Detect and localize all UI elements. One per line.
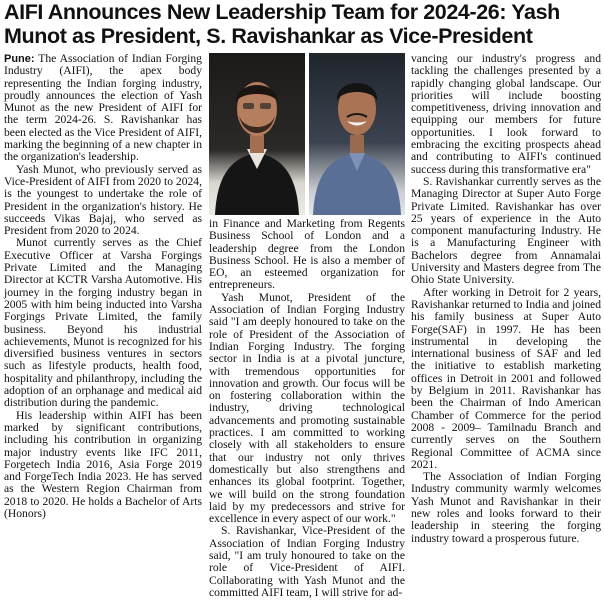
portrait-vice-president-image: [309, 53, 405, 215]
article-column-2: [209, 218, 405, 599]
leader-photos: [209, 53, 405, 215]
paragraph: in Finance and Marketing from Regents Business School of London and a leadership degree from the London Business School. He is also a member of EO, an esteemed organization for entrepreneurs.: [209, 217, 405, 292]
paragraph: Yash Munot, who previously served as Vice-President of AIFI from 2020 to 2024, is the youngest to undertake the role of President in the organization's history. He succeeds Vikas Bajaj, who served as President from 2020 to 2024.: [4, 162, 202, 238]
photo-s-ravishankar: [309, 53, 405, 215]
paragraph: His leadership within AIFI has been marked by significant contributions, including his contribution in organizing major industry events like IFC 2011, Forgetech India 2016, Asia Forge 2019 and ForgeTech India 2023. He has served as the Western Region Chairman from 2018 to 2020. He holds a Bachelor of Arts (Honors): [4, 408, 202, 520]
headline: [4, 0, 602, 48]
article-column-3: [411, 53, 601, 545]
paragraph: The Association of Indian Forging Industry community warmly welcomes Yash Munot and Ravishankar in their new roles and looks forward to their leadership in steering the forging industry toward a prosperous future.: [411, 470, 601, 545]
paragraph: After working in Detroit for 2 years, Ravishankar returned to India and joined his family business at Super Auto Forge(SAF) in 1997. He has been instrumental in developing the international business of SAF and led the initiative to establish marketing offices in Detroit in 2001 and followed by Belgium in 2011. Ravishankar has been the Chairman of Indo American Chamber of Commerce for the period 2008 - 2009– Tamilnadu Branch and currently serves on the Southern Regional Committee of ACMA since 2021.: [411, 285, 601, 471]
article-column-1: [4, 53, 202, 520]
paragraph: S. Ravishankar, Vice-President of the Association of Indian Forging Industry said, "I am truly honoured to take on the role of Vice-President of AIFI. Collaborating with Yash Munot and the committed AIFI team, I will strive for ad-: [209, 524, 405, 599]
paragraph-text: The Association of Indian Forging Industry (AIFI), the apex body representing the Indian forging industry, proudly announces the election of Yash Munot as the new President of AIFI for the term 2024-26. S. Ravishankar has been elected as the Vice President of AIFI, marking the beginning of a new chapter in the organization's leadership.: [4, 52, 202, 164]
portrait-president-image: [209, 53, 305, 215]
paragraph: [4, 53, 202, 164]
paragraph: Munot currently serves as the Chief Executive Officer at Varsha Forgings Private Limited and the Managing Director at KCTR Varsha Automotive. His journey in the forging industry began in 2005 with him being inducted into Varsha Forgings Private Limited, the family business. Beyond his industrial achievements, Munot is recognized for his diversified business ventures in sectors such as lifestyle products, health food, hospitality and philanthropy, including the adoption of an orphanage and medical aid distribution during the pandemic.: [4, 236, 202, 410]
photo-yash-munot: [209, 53, 305, 215]
headline-line-1: AIFI Announces New Leadership Team for 2024-26: Yash: [4, 0, 560, 24]
dateline: Pune:: [4, 53, 35, 65]
paragraph: vancing our industry's progress and tackling the challenges presented by a rapidly changing global landscape. Our priorities will include boosting competitiveness, driving innovation and equipping our members for future opportunities. I look forward to embracing the exciting prospects ahead and contributing to AIFI's continued success during this transformative era": [411, 52, 601, 176]
headline-line-2: Munot as President, S. Ravishankar as Vice-President: [4, 24, 533, 48]
paragraph: Yash Munot, President of the Association of Indian Forging Industry said "I am deeply honoured to take on the role of President of the Association of Indian Forging Industry. The forging sector in India is at a pivotal juncture, with tremendous opportunities for innovation and growth. Our focus will be on fostering collaboration within the industry, driving technological advancements and promoting sustainable practices. I am committed to working closely with all stakeholders to ensure that our industry not only thrives domestically but also strengthens and enhances its global footprint. Together, we will build on the strong foundation laid by my predecessors and strive for excellence in every aspect of our work.": [209, 290, 405, 526]
paragraph: S. Ravishankar currently serves as the Managing Director at Super Auto Forge Private Limited. Ravishankar has over 25 years of experience in the Auto component manufacturing Industry. He is a Manufacturing Engineer with Bachelors degree from Annamalai University and Masters degree from The Ohio State University.: [411, 174, 601, 287]
